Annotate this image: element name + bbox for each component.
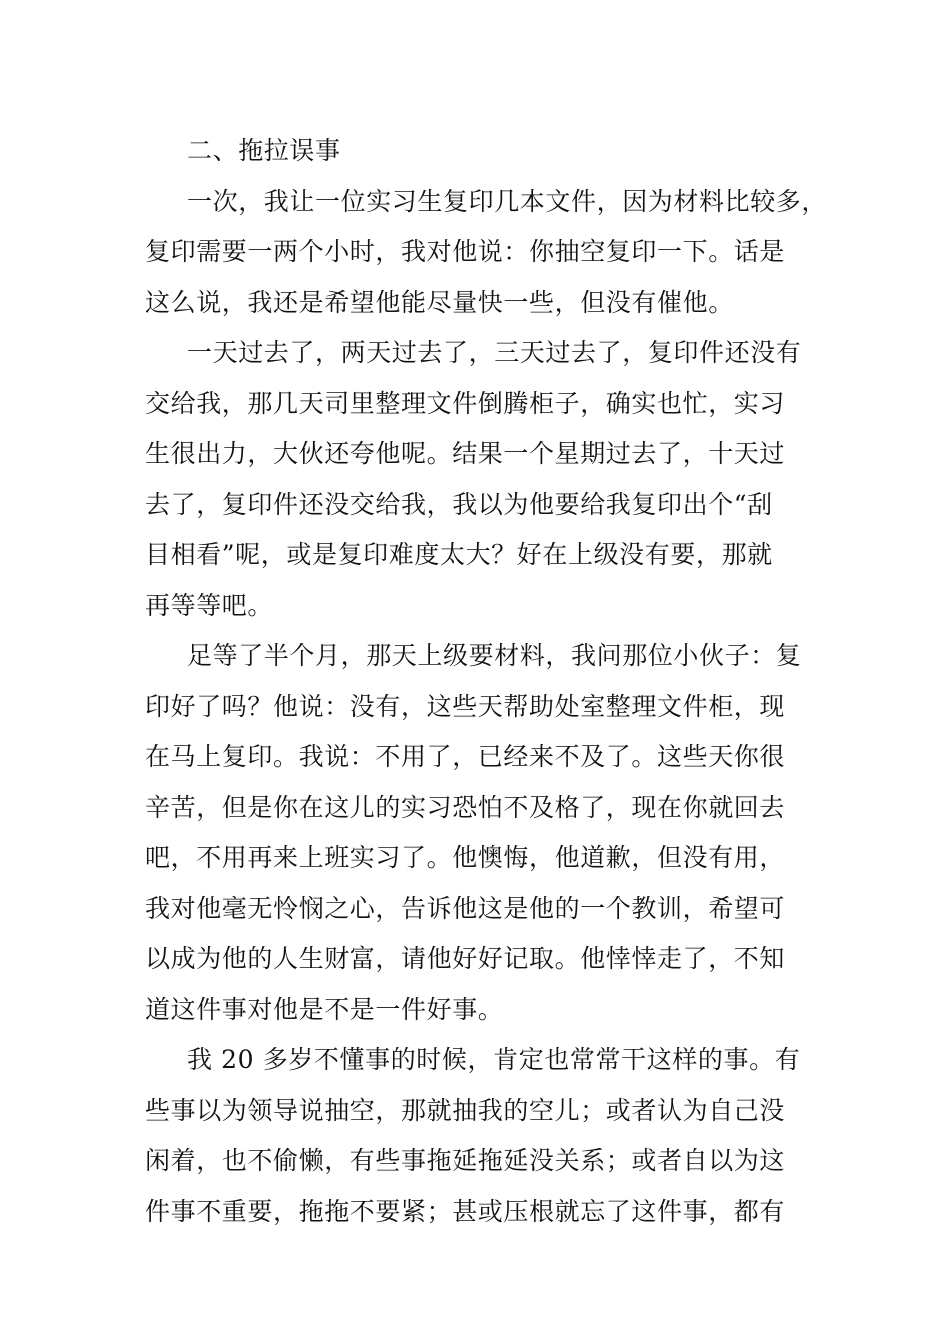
paragraph-line: 一天过去了，两天过去了，三天过去了，复印件还没有 bbox=[187, 338, 802, 367]
paragraph-line: 以成为他的人生财富，请他好好记取。他悻悻走了，不知 bbox=[145, 944, 786, 973]
paragraph-line: 在马上复印。我说：不用了，已经来不及了。这些天你很 bbox=[145, 742, 786, 771]
paragraph-line: 生很出力，大伙还夸他呢。结果一个星期过去了，十天过 bbox=[145, 439, 786, 468]
paragraph-line: 我 20 多岁不懂事的时候，肯定也常常干这样的事。有 bbox=[187, 1045, 801, 1074]
paragraph-line: 闲着，也不偷懒，有些事拖延拖延没关系；或者自以为这 bbox=[145, 1146, 786, 1175]
paragraph-line: 印好了吗？他说：没有，这些天帮助处室整理文件柜，现 bbox=[145, 691, 786, 721]
paragraph-line: 道这件事对他是不是一件好事。 bbox=[145, 994, 504, 1024]
paragraph-4 bbox=[145, 1035, 813, 1237]
paragraph-line: 件事不重要，拖拖不要紧；甚或压根就忘了这件事，都有 bbox=[145, 1196, 786, 1226]
paragraph-line: 复印需要一两个小时，我对他说：你抽空复印一下。话是 bbox=[145, 237, 786, 266]
paragraph-line: 足等了半个月，那天上级要材料，我问那位小伙子：复 bbox=[187, 641, 802, 670]
paragraph-line: 去了，复印件还没交给我，我以为他要给我复印出个“刮 bbox=[145, 489, 773, 519]
paragraph-3 bbox=[145, 631, 813, 1035]
paragraph-line: 目相看”呢，或是复印难度太大？好在上级没有要，那就 bbox=[145, 540, 773, 569]
paragraph-line: 交给我，那几天司里整理文件倒腾柜子，确实也忙，实习 bbox=[145, 388, 786, 418]
paragraph-line: 吧，不用再来上班实习了。他懊悔，他道歉，但没有用， bbox=[145, 843, 786, 872]
document-body bbox=[145, 126, 828, 1237]
paragraph-line: 辛苦，但是你在这儿的实习恐怕不及格了，现在你就回去 bbox=[145, 792, 786, 822]
paragraph-line: 这么说，我还是希望他能尽量快一些，但没有催他。 bbox=[145, 287, 734, 317]
paragraph-1 bbox=[145, 177, 828, 329]
paragraph-line: 我对他毫无怜悯之心，告诉他这是他的一个教训，希望可 bbox=[145, 893, 786, 923]
paragraph-line: 一次，我让一位实习生复印几本文件，因为材料比较多， bbox=[187, 186, 828, 216]
section-heading: 二、拖拉误事 bbox=[187, 136, 341, 165]
paragraph-line: 些事以为领导说抽空，那就抽我的空儿；或者认为自己没 bbox=[145, 1095, 786, 1125]
paragraph-2 bbox=[145, 328, 813, 631]
paragraph-line: 再等等吧。 bbox=[145, 590, 274, 620]
